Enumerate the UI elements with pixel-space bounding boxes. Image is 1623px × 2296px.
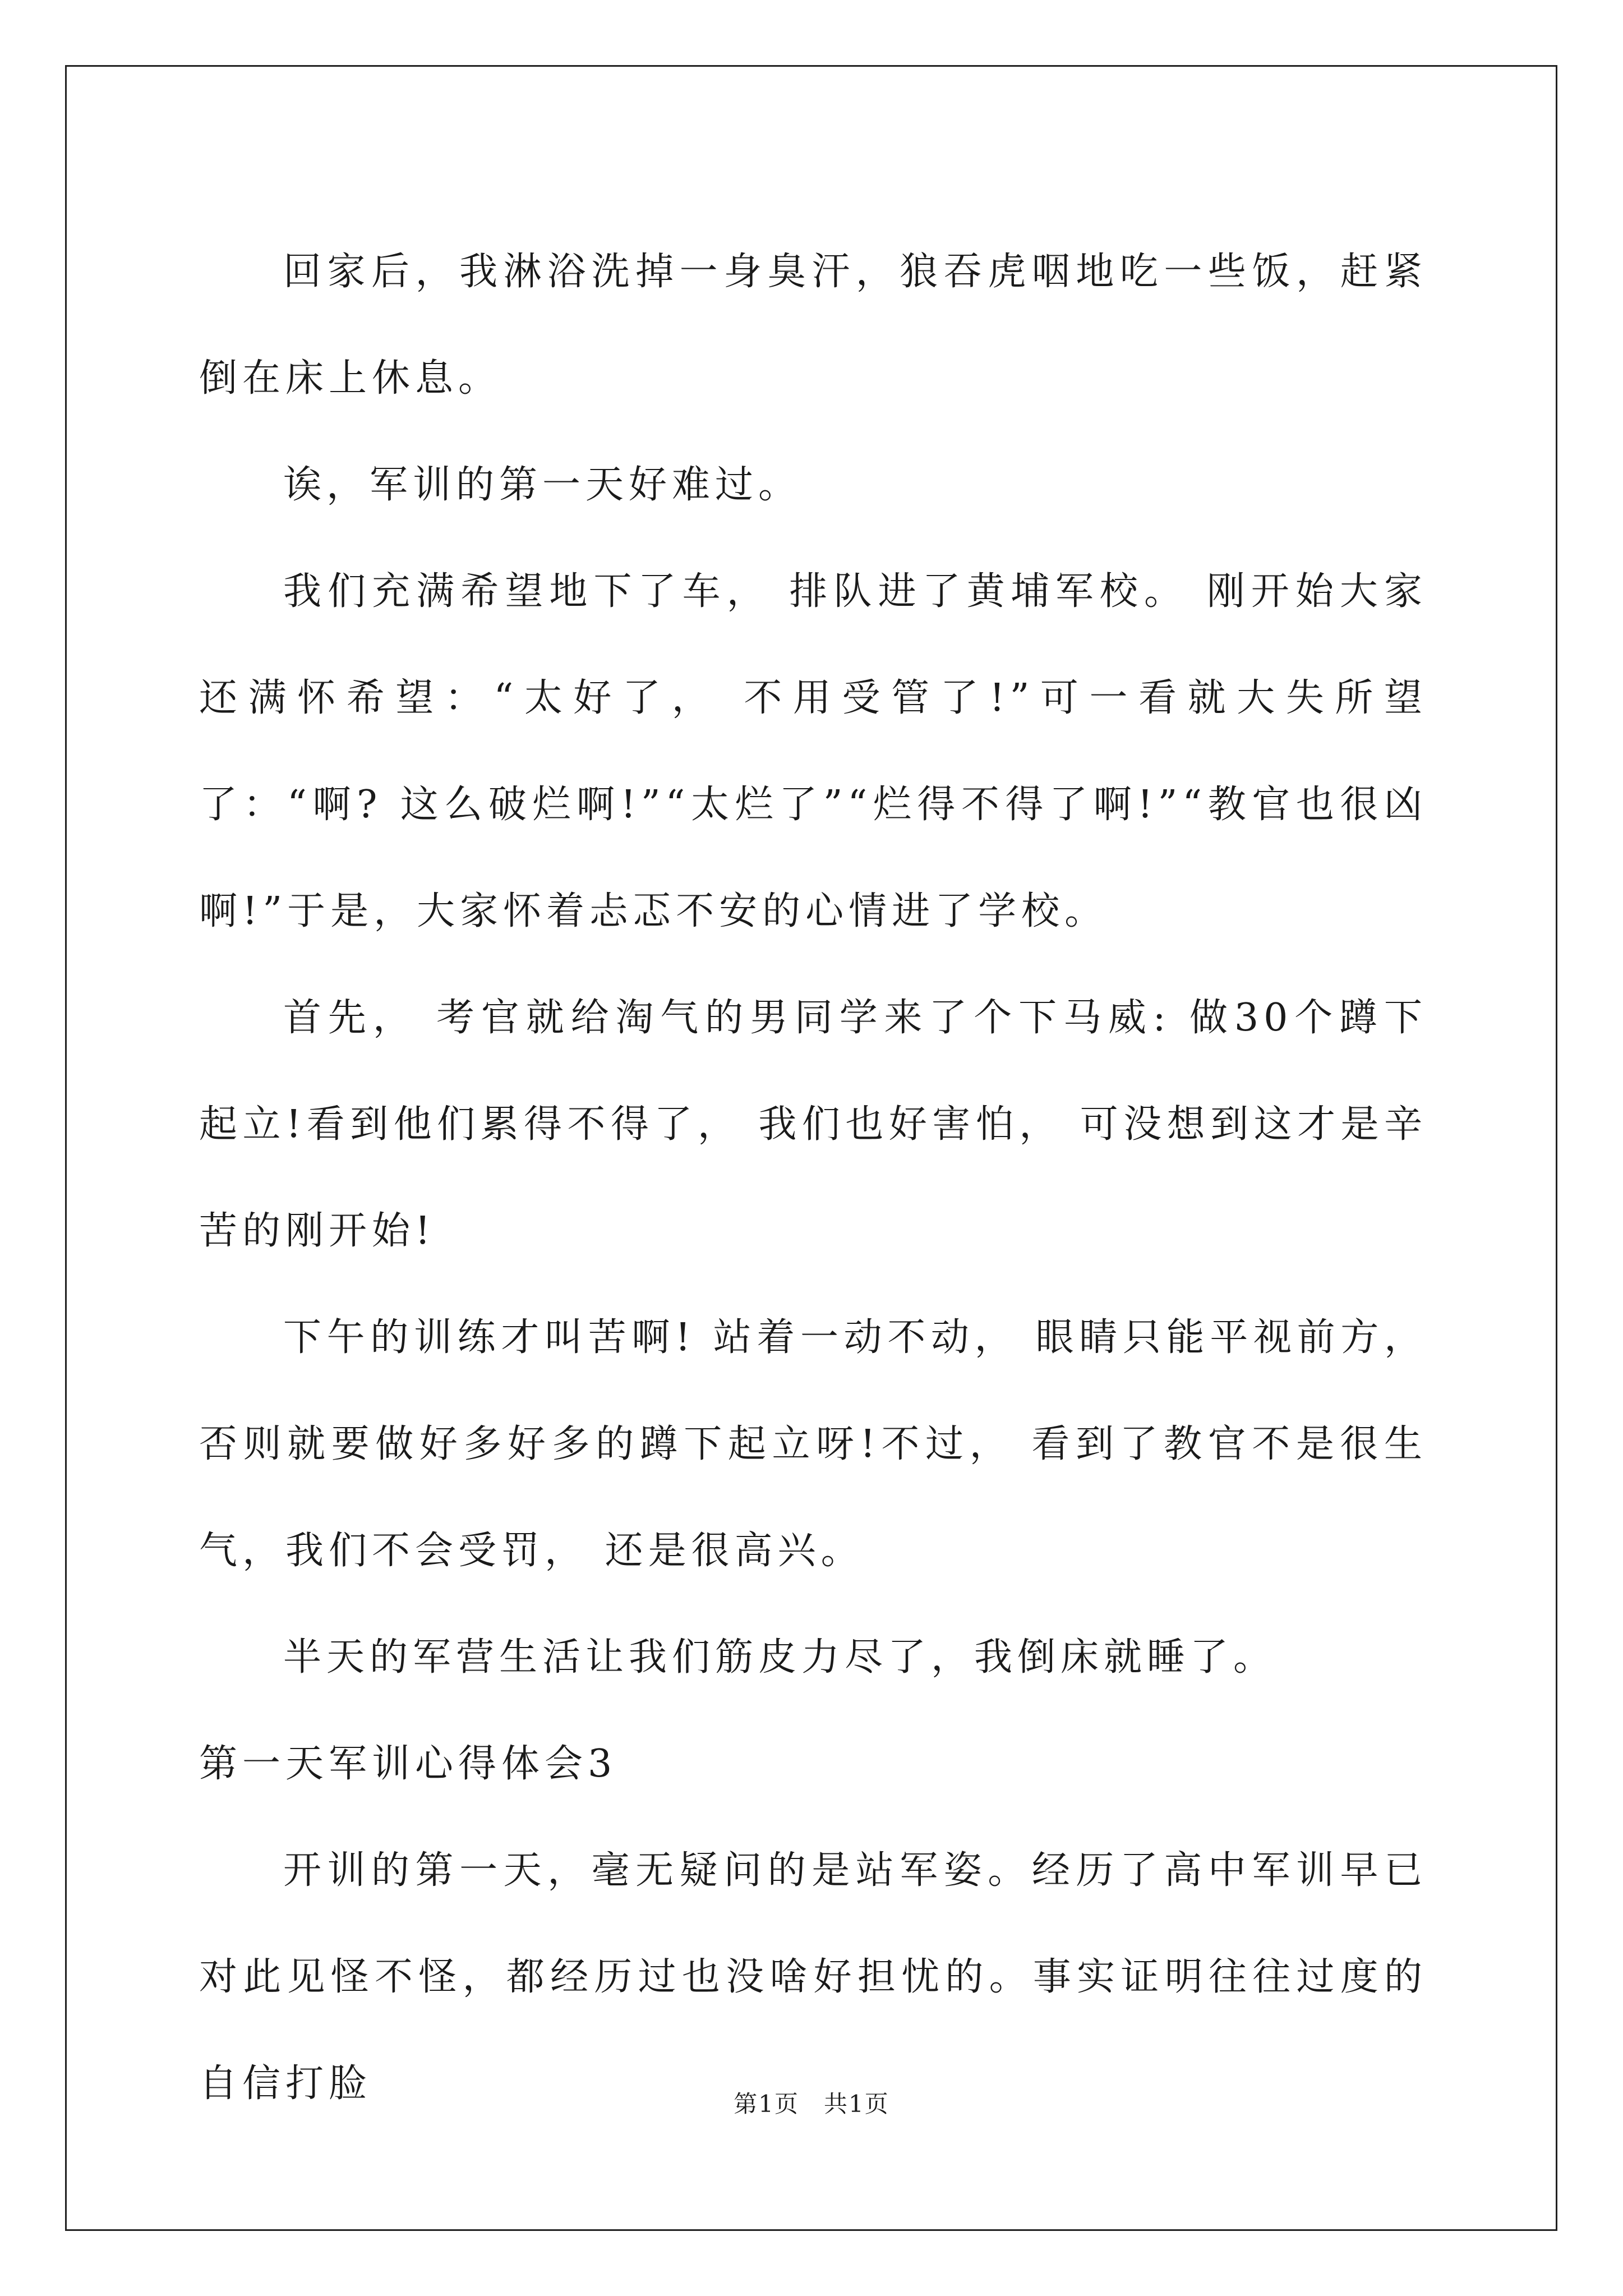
section-heading: 第一天军训心得体会3 [199, 1742, 617, 1786]
paragraph-5: 下午的训练才叫苦啊! 站着一动不动， 眼睛只能平视前方， 否则就要做好多好多的蹲下起立呀!不过， 看到了教官不是很生气，我们不会受罚， 还是很高兴。 [199, 1315, 1427, 1573]
paragraph-7: 开训的第一天，毫无疑问的是站军姿。经历了高中军训早已对此见怪不怪，都经历过也没啥好担忧的。事实证明往往过度的自信打脸 [199, 1848, 1427, 2106]
paragraph-1: 回家后，我淋浴洗掉一身臭汗，狼吞虎咽地吃一些饭，赶紧倒在床上休息。 [199, 250, 1427, 401]
page-number-footer: 第1页 共1页 [734, 2090, 889, 2118]
paragraph-6: 半天的军营生活让我们筋皮力尽了，我倒床就睡了。 [283, 1635, 1277, 1680]
paragraph-4: 首先， 考官就给淘气的男同学来了个下马威: 做30个蹲下起立!看到他们累得不得了， 我们也好害怕， 可没想到这才是辛苦的刚开始! [199, 996, 1427, 1253]
paragraph-2: 诶，军训的第一天好难过。 [283, 463, 802, 507]
document-body [199, 219, 1427, 2137]
paragraph-3: 我们充满希望地下了车， 排队进了黄埔军校。 刚开始大家还满怀希望：“太好了， 不用受管了!”可一看就大失所望了：“啊? 这么破烂啊!”“太烂了”“烂得不得了啊!”“教官也很凶啊!”于是，大家怀着忐忑不安的心情进了学校。 [199, 569, 1427, 933]
